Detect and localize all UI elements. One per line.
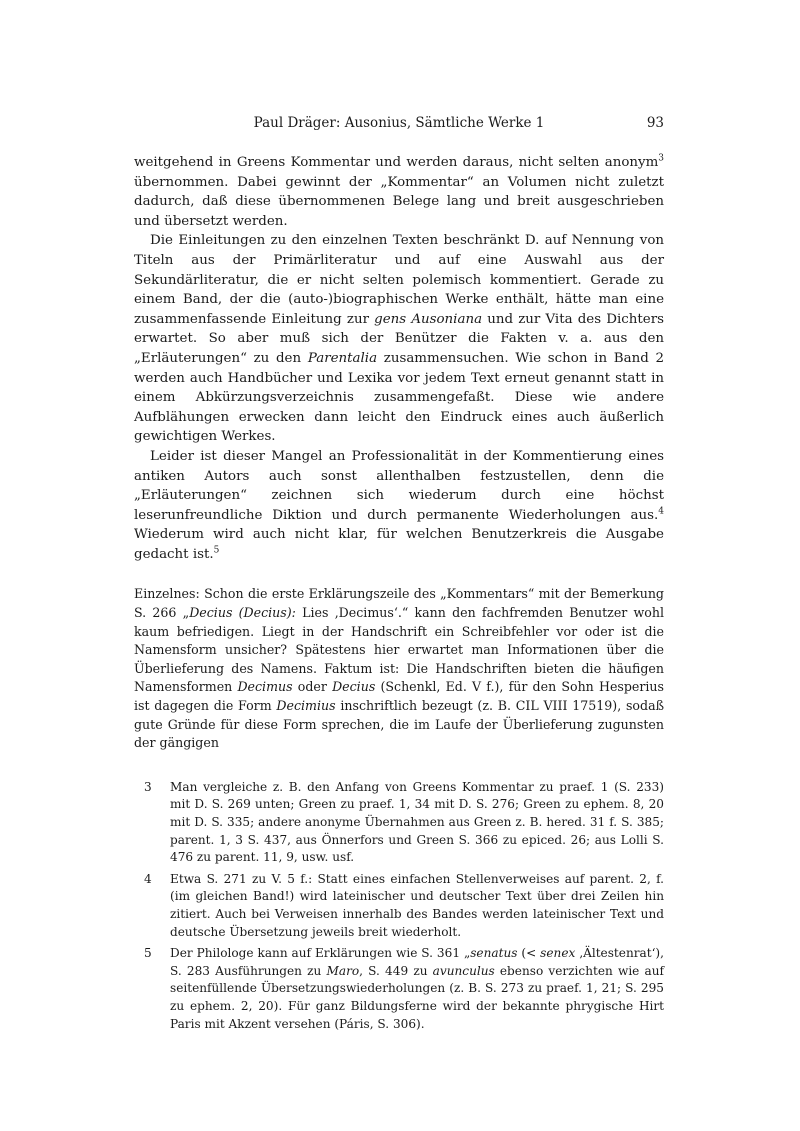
- footnote-text-part: (<: [517, 946, 541, 961]
- italic-term: Decius (Decius):: [189, 605, 296, 621]
- paragraph-text: Lies ‚Decimus‘.“ kann den fachfremden Benutzer wohl kaum befriedigen. Liegt in der Handschrift ein Schreibfehler vor oder ist die Namensform unsicher? Spätestens hier erwartet man Informationen über die Überlieferung des Namens. Faktum ist: Die Handschriften bieten die häufigen Namensformen: [134, 605, 665, 695]
- paragraph-text: Leider ist dieser Mangel an Professionalität in der Kommentierung eines antiken Autors auch sonst allenthalben festzustellen, denn die „Erläuterungen“ zeichnen sich wiederum durch eine höchst leserunfreundliche Diktion und durch permanente Wiederholungen aus.: [134, 448, 664, 523]
- footnote-text-part: ‚Ältestenrat‘), S. 283 Ausführungen zu: [170, 946, 664, 978]
- paragraph-2: [134, 231, 664, 447]
- page-number: 93: [646, 115, 664, 131]
- footnote-number: 3: [144, 779, 152, 794]
- paragraph-text: übernommen. Dabei gewinnt der „Kommentar“ an Volumen nicht zuletzt dadurch, daß diese übernommenen Belege lang und breit ausgeschrieben und übersetzt werden.: [134, 174, 664, 229]
- footnote-5: [134, 945, 664, 1033]
- paragraph-text: Wiederum wird auch nicht klar, für welchen Benutzerkreis die Ausgabe gedacht ist.: [134, 527, 664, 562]
- paragraph-text: Die Einleitungen zu den einzelnen Texten beschränkt D. auf Nennung von Titeln aus der Primärliteratur und auf eine Auswahl aus der Sekundärliteratur, die er nicht selten polemisch kommentiert. Gerade zu einem Band, der die (auto-)biographischen Werke enthält, hätte man eine zusammenfassende Einleitung zur: [134, 233, 664, 327]
- footnote-text: [170, 945, 664, 1033]
- italic-term: Decimus: [237, 679, 293, 695]
- italic-term: Parentalia: [307, 350, 378, 366]
- paragraph-text: (Schenkl, Ed. V f.), für den Sohn Hesperius ist dagegen die Form: [134, 679, 664, 714]
- paragraph-text: inschriftlich bezeugt (z. B. CIL VIII 17519), sodaß gute Gründe für diese Form sprechen, die im Laufe der Überlieferung zugunsten der gängigen: [134, 698, 664, 751]
- running-head-title: Paul Dräger: Ausonius, Sämtliche Werke 1: [253, 115, 545, 131]
- page: [134, 115, 664, 1037]
- paragraph-text: und zur Vita des Dichters erwartet. So aber muß sich der Benützer die Fakten v. a. aus den „Erläuterungen“ zu den: [134, 311, 664, 366]
- footnote-ref-4[interactable]: 4: [658, 506, 664, 517]
- paragraph-text: zusammensuchen. Wie schon in Band 2 werden auch Handbücher und Lexika vor jedem Text erneut genannt statt in einem Abkürzungsverzeichnis zusammengefaßt. Diese wie andere Aufblähungen erwecken dann leicht den Eindruck eines auch äußerlich gewichtigen Werkes.: [134, 350, 664, 445]
- footnote-ref-5[interactable]: 5: [213, 545, 220, 556]
- running-head: [134, 115, 664, 137]
- italic-term: senatus: [470, 946, 518, 961]
- details-paragraph: [134, 585, 664, 752]
- footnote-text: Etwa S. 271 zu V. 5 f.: Statt eines einfachen Stellenverweises auf parent. 2, f. (im gleichen Band!) wird lateinischer und deutscher Text über drei Zeilen hin zitiert. Auch bei Verweisen innerhalb des Bandes werden lateinischer Text und deutsche Übersetzung jeweils breit wiederholt.: [170, 871, 664, 939]
- footnote-number: 4: [144, 871, 152, 886]
- italic-term: senex: [540, 946, 576, 961]
- footnote-4: [134, 871, 664, 941]
- footnote-ref-3[interactable]: 3: [658, 153, 664, 164]
- paragraph-text: oder: [292, 679, 333, 695]
- paragraph-3: [134, 447, 664, 565]
- footnote-text-part: Der Philologe kann auf Erklärungen wie S. 361 „: [170, 946, 471, 961]
- footnote-text-part: ebenso verzichten wie auf seitenfüllende Übersetzungswiederholungen (z. B. S. 273 zu praef. 1, 21; S. 295 zu ephem. 2, 20). Für ganz Bildungsferne wird der bekannte phrygische Hirt Paris mit Akzent versehen (Páris, S. 306).: [170, 963, 664, 1031]
- italic-term: Decimius: [276, 698, 336, 714]
- footnotes: [134, 779, 664, 1033]
- footnote-3: [134, 779, 664, 867]
- paragraph-1: [134, 153, 664, 231]
- italic-term: avunculus: [432, 963, 495, 978]
- footnote-text: Man vergleiche z. B. den Anfang von Greens Kommentar zu praef. 1 (S. 233) mit D. S. 269 unten; Green zu praef. 1, 34 mit D. S. 276; Green zu ephem. 8, 20 mit D. S. 335; andere anonyme Übernahmen aus Green z. B. hered. 31 f. S. 385; parent. 1, 3 S. 437, aus Önnerfors und Green S. 366 zu epiced. 26; aus Lolli S. 476 zu parent. 11, 9, usw. usf.: [170, 779, 664, 865]
- italic-term: Decius: [332, 679, 376, 695]
- footnote-text-part: , S. 449 zu: [359, 963, 433, 978]
- section-gap: [134, 564, 664, 585]
- paragraph-text: Einzelnes: Schon die erste Erklärungszeile des „Kommentars“ mit der Bemerkung S. 266 „: [134, 586, 664, 621]
- paragraph-text: weitgehend in Greens Kommentar und werden daraus, nicht selten anonym: [134, 155, 659, 170]
- footnote-number: 5: [144, 946, 152, 961]
- main-text: [134, 153, 664, 564]
- italic-term: Maro: [326, 963, 360, 978]
- italic-term: gens Ausoniana: [374, 311, 483, 327]
